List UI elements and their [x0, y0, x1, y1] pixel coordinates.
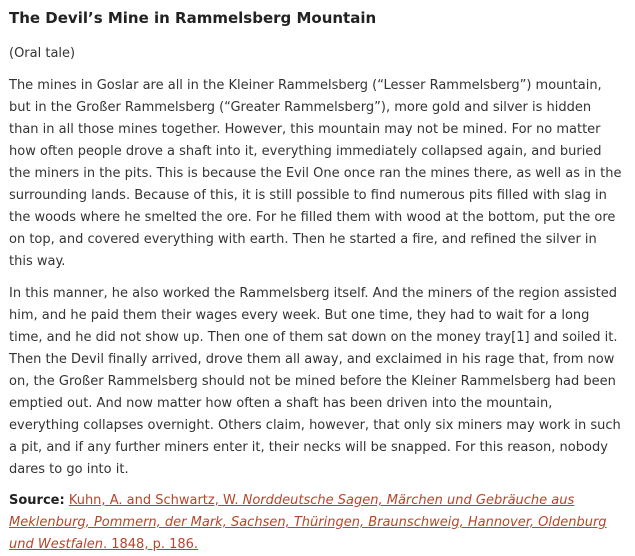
source-link[interactable]: [9, 493, 607, 552]
source-label: Source:: [9, 493, 65, 508]
page-title: The Devil’s Mine in Rammelsberg Mountain: [9, 9, 377, 27]
paragraph-2: In this manner, he also worked the Rammelsberg itself. And the miners of the region assisted him, and he paid them their wages every week. But one time, they had to wait for a long time, and he did not show up. Then one of them sat down on the money tray[1] and soiled it. Then the Devil finally arrived, drove them all away, and exclaimed in his rage that, from now on, the Großer Rammelsberg should not be mined before the Kleiner Rammelsberg had been emptied out. And now matter how often a shaft has been driven into the mountain, everything collapses overnight. Others claim, however, that only six miners may work in such a pit, and if any further miners enter it, their necks will be snapped. For this reason, nobody dares to go into it.: [9, 286, 621, 477]
paragraph-1: The mines in Goslar are all in the Kleiner Rammelsberg (“Lesser Rammelsberg”) mountain, but in the Großer Rammelsberg (“Greater Rammelsberg”), more gold and silver is hidden than in all those mines together. However, this mountain may not be mined. For no matter how often people drove a shaft into it, everything immediately collapsed again, and buried the miners in the pits. This is because the Evil One once ran the mines there, as well as in the surrounding lands. Because of this, it is still possible to find numerous pits filled with slag in the woods where he smelted the ore. For he filled them with wood at the bottom, put the ore on top, and covered everything with earth. Then he started a fire, and refined the silver in this way.: [9, 78, 622, 269]
source-authors: Kuhn, A. and Schwartz, W.: [68, 493, 239, 508]
source-book-title: Norddeutsche Sagen, Märchen und Gebräuche aus Meklenburg, Pommern, der Mark, Sachsen, Thüringen, Braunschweig, Hannover, Oldenburg und Westfalen: [9, 493, 607, 552]
source-citation: [9, 490, 623, 556]
genre-label: (Oral tale): [9, 46, 76, 61]
source-details: . 1848, p. 186.: [102, 537, 199, 552]
